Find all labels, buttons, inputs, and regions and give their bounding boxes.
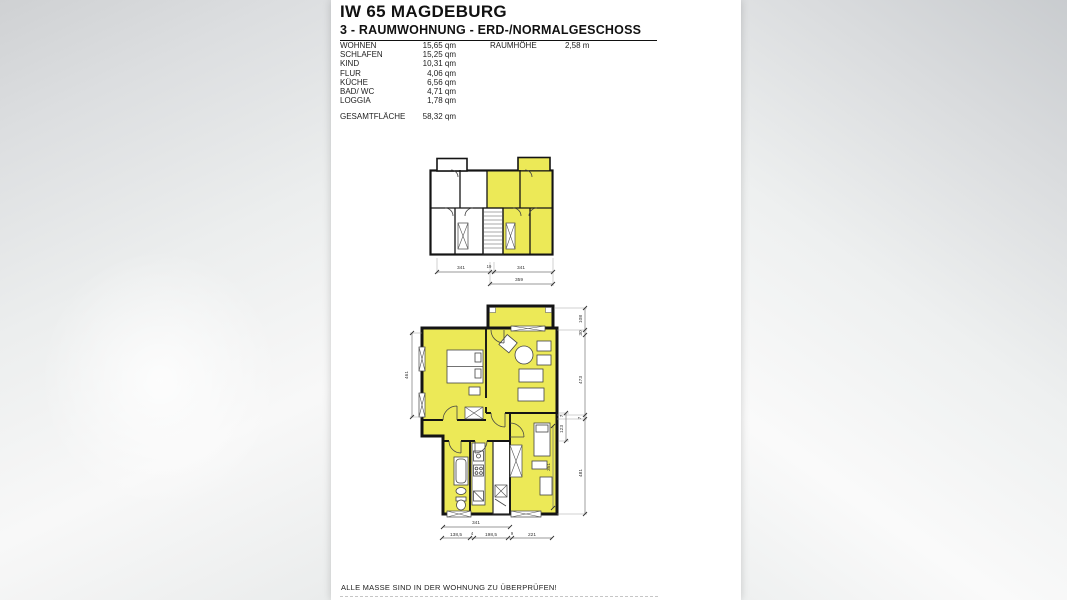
- dim-341-left: 341: [456, 266, 466, 271]
- table-row: [340, 50, 456, 59]
- sink: [456, 488, 466, 495]
- dim-bedroom-depth: 461: [405, 370, 410, 380]
- armchair: [537, 355, 551, 365]
- toilet: [457, 500, 466, 510]
- room-value: 15,65 qm: [422, 41, 456, 50]
- room-label: SCHLAFEN: [340, 50, 383, 60]
- apartment-highlight-upper: [487, 172, 552, 209]
- dim-bottom-1: 138,5: [449, 533, 463, 538]
- armchair: [537, 341, 551, 351]
- footer-divider: [340, 596, 658, 597]
- pillow: [475, 369, 481, 378]
- stairwell: [483, 208, 503, 254]
- shaft-hatch-left: [458, 223, 468, 249]
- room-value: 4,71 qm: [427, 87, 456, 97]
- table-row: [340, 87, 456, 96]
- overview-dimensions: [435, 258, 555, 286]
- dim-joint: 7: [578, 416, 583, 420]
- room-label: FLUR: [340, 68, 361, 78]
- background-blur-left: [0, 0, 331, 600]
- footer-note: ALLE MASSE SIND IN DER WOHNUNG ZU ÜBERPRÜFEN!: [341, 583, 557, 592]
- apartment-outline: [422, 306, 557, 514]
- loggia-post-right: [546, 308, 552, 313]
- dim-341-right: 341: [516, 266, 526, 271]
- room-value: 1,78 qm: [427, 96, 456, 106]
- cabinet: [519, 369, 543, 382]
- table-row: [340, 41, 456, 50]
- nightstand: [469, 387, 480, 395]
- dim-bottom-5: 221: [527, 533, 537, 538]
- room-value: 6,56 qm: [427, 77, 456, 87]
- dim-lower-height: 481: [579, 468, 584, 478]
- floor-plan-main: [391, 295, 601, 573]
- page-title: IW 65 MAGDEBURG: [340, 2, 507, 21]
- dim-wall: 30: [579, 330, 584, 336]
- dim-bottom-3: 198,5: [484, 533, 498, 538]
- room-label: KÜCHE: [340, 77, 369, 87]
- room-height-value: 2,58 m: [565, 41, 590, 50]
- dim-19-gap: 19: [486, 264, 492, 269]
- dim-bottom-4: 9: [510, 531, 514, 536]
- table-row: [340, 69, 456, 78]
- document-header: [340, 3, 657, 41]
- background-blur-right: [741, 0, 1067, 600]
- room-label: KIND: [340, 59, 360, 69]
- room-value: 10,31 qm: [422, 59, 456, 69]
- shaft-hatch-right: [506, 223, 515, 249]
- table-row: [340, 96, 456, 105]
- dim-lower: 359: [514, 278, 524, 283]
- balcony-right: [518, 158, 550, 172]
- room-label: LOGGIA: [340, 96, 371, 106]
- floor-plan-overview: [425, 155, 560, 295]
- total-area-row: [340, 112, 456, 121]
- table-row: [340, 59, 456, 68]
- dim-bottom-2: 4: [470, 531, 474, 536]
- overview-building: [430, 158, 553, 255]
- room-label: WOHNEN: [340, 41, 377, 50]
- table-row: [340, 78, 456, 87]
- balcony-left: [437, 159, 467, 172]
- dim-bottom-total: 341: [471, 521, 481, 526]
- room-area-table: [340, 41, 456, 105]
- dim-upper-height: 473: [579, 375, 584, 385]
- loggia-post-left: [490, 308, 496, 313]
- table: [518, 388, 544, 401]
- dim-kind-height: 351: [547, 462, 552, 472]
- desk: [540, 477, 552, 495]
- pillow: [475, 353, 481, 362]
- room-height-row: [490, 41, 590, 50]
- dim-jog: 123: [560, 424, 565, 434]
- page-subtitle: 3 - RAUMWOHNUNG - ERD-/NORMALGESCHOSS: [340, 23, 642, 37]
- dim-loggia-depth: 108: [579, 314, 584, 324]
- dim-jog-small: 7: [560, 414, 565, 418]
- floorplan-document: [331, 0, 741, 600]
- pillow: [536, 425, 548, 432]
- room-value: 4,06 qm: [427, 68, 456, 78]
- shelf: [532, 461, 547, 469]
- room-label: BAD/ WC: [340, 87, 375, 97]
- round-table: [515, 346, 533, 364]
- room-value: 15,25 qm: [422, 50, 456, 60]
- total-label: GESAMTFLÄCHE: [340, 112, 406, 121]
- total-value: 58,32 qm: [422, 112, 456, 121]
- room-height-label: RAUMHÖHE: [490, 41, 537, 50]
